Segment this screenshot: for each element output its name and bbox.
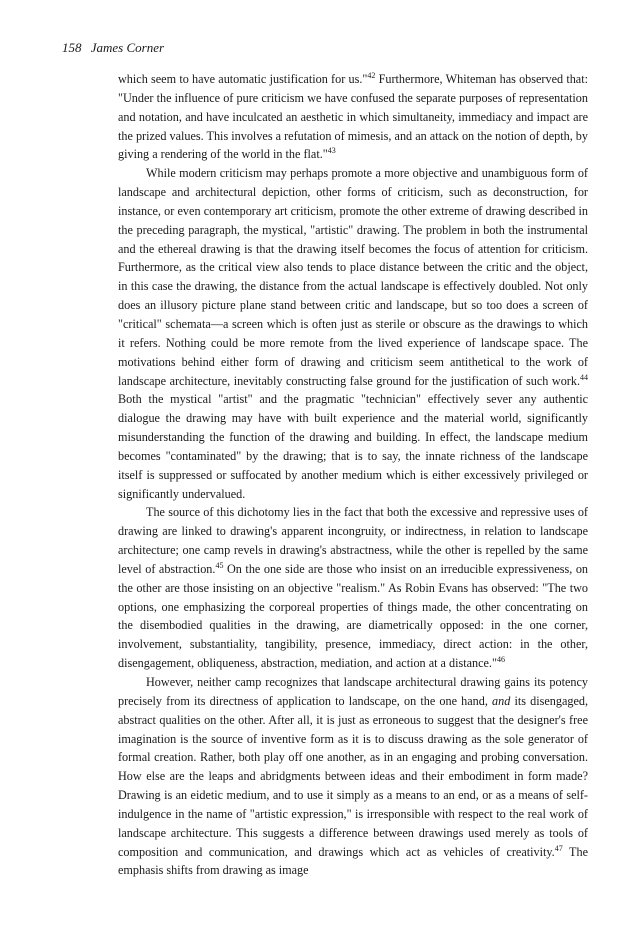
body-text [118,70,588,880]
footnote-ref: 47 [554,843,563,853]
footnote-ref: 44 [580,372,588,382]
paragraph [118,70,588,164]
footnote-ref: 42 [367,71,376,80]
running-header [62,40,164,56]
text-run: Both the mystical "artist" and the pragmatic "technician" effectively sever any authentic dialogue the drawing may have with built experience and the material world, significantly misunderstanding the function of the drawing and building. In effect, the landscape medium becomes "contaminated" by the drawing; that is to say, the innate richness of the landscape itself is suppressed or suffocated by another medium which is either excessively privileged or significantly undervalued. [118,392,588,501]
text-run: While modern criticism may perhaps promote a more objective and unambiguous form of landscape and architectural depiction, other forms of criticism, such as deconstruction, for instance, or even contemporary art criticism, promote the other extreme of drawing described in the preceding paragraph, the mystical, "artistic" drawing. The problem in both the instrumental and the ethereal drawing is that the drawing itself becomes the focus of attention for criticism. Furthermore, as the critical view also tends to place distance between the critic and the object, in this case the drawing, the distance from the actual landscape is effectively doubled. Not only does an illusory picture plane stand between critic and landscape, but so too does a screen of "critical" schemata—a screen which is often just as sterile or obscure as the drawings to which it refers. Nothing could be more remote from the lived experience of landscape space. The motivations behind either form of drawing and criticism seem antithetical to the work of landscape architecture, inevitably constructing false ground for the justification of such work. [118,166,588,388]
footnote-ref: 43 [327,146,336,156]
paragraph [118,673,588,880]
emphasis-text: and [492,693,511,708]
text-run: The source of this dichotomy lies in the fact that both the excessive and repressive uses of drawing are linked to drawing's apparent incongruity, or indirectness, in relation to landscape architecture; one camp revels in drawing's abstractness, while the other is repelled by the same level of abstraction. [118,505,588,576]
paragraph [118,503,588,673]
footnote-ref: 46 [496,655,505,665]
text-run: However, neither camp recognizes that landscape architectural drawing gains its potency precisely from its directness of application to landscape, on the one hand, [118,675,588,708]
running-head-author: James Corner [90,40,165,55]
text-run: The emphasis shifts from drawing as image [118,844,588,878]
footnote-ref: 45 [215,560,224,570]
text-run: which seem to have automatic justification for us." [118,72,368,86]
text-run: On the one side are those who insist on an irreducible expressiveness, on the other are those insisting on an objective "realism." As Robin Evans has observed: "The two options, one emphasizing the corporeal properties of things made, the other concentrating on the disembodied qualities in the drawing, are diametrically opposed: in the one corner, involvement, substantiality, tangibility, presence, immediacy, direct action: in the other, disengagement, obliqueness, abstraction, mediation, and action at a distance." [118,561,589,671]
text-run: its disengaged, abstract qualities on the other. After all, it is just as erroneous to suggest that the designer's free imagination is the source of inventive form as it is to discuss drawing as the sole generator of formal creation. Rather, both play off one another, as in an engaging and probing conversation. How else are the leaps and abridgments between ideas and their embodiment in form made? Drawing is an eidetic medium, and to use it simply as a means to an end, or as a means of self-indulgence in the name of "artistic expression," is irresponsible with respect to the real work of landscape architecture. This suggests a difference between drawings used merely as tools of composition and communication, and drawings which act as vehicles of creativity. [118,693,589,859]
paragraph [118,164,588,503]
page-number: 158 [62,40,82,55]
text-run: Furthermore, Whiteman has observed that: "Under the influence of pure criticism we have confused the separate purposes of representation and notation, and have inculcated an aesthetic in which simultaneity, immediacy and impact are the prized values. This involves a refutation of mimesis, and an attack on the notion of depth, by giving a rendering of the world in the flat." [118,72,588,162]
